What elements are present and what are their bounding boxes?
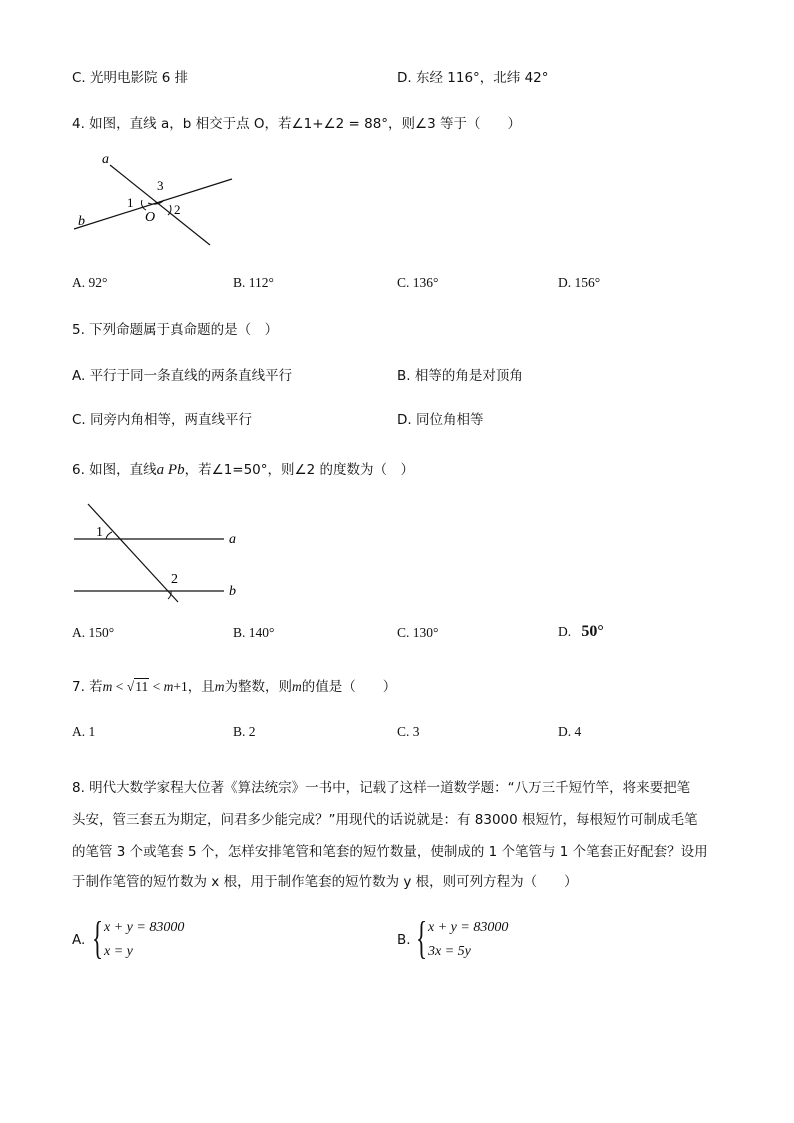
q7-stem-mid: ，且 (187, 679, 215, 695)
label-O: O (145, 210, 156, 225)
q7-stem (72, 675, 396, 695)
q8-line-4: 于制作笔管的短竹数为 x 根，用于制作笔套的短竹数为 y 根，则可列方程为（ ） (72, 874, 578, 890)
q8-option-b-brace: { (416, 912, 428, 963)
q3-option-d: D. 东经 116°，北纬 42° (397, 70, 549, 86)
q6-option-d (558, 623, 604, 641)
q7-option-c: C. 3 (397, 724, 420, 739)
q8-option-b-system (428, 916, 508, 964)
less-than: < (112, 679, 127, 694)
q8-option-b-eq1: x + y = 83000 (428, 920, 509, 935)
q6-stem-rel: a Pb (156, 462, 185, 478)
q7-option-d: D. 4 (558, 724, 582, 739)
transversal (88, 504, 178, 602)
q6-figure (68, 498, 248, 608)
var-m: m (102, 679, 113, 694)
angle1-arc (141, 200, 146, 210)
q8-option-a-brace: { (92, 912, 104, 963)
label-b: b (229, 584, 236, 599)
q6-stem (72, 458, 414, 479)
q4-option-b: B. 112° (233, 275, 274, 290)
q6-option-b: B. 140° (233, 625, 275, 640)
q7-stem-post: 的值是（ ） (301, 679, 397, 695)
q4-figure (60, 145, 250, 255)
q7-stem-pre: 7. 若 (72, 679, 103, 695)
q5-stem: 5. 下列命题属于真命题的是（ ） (72, 322, 279, 338)
q4-option-c: C. 136° (397, 275, 439, 290)
var-m: m (291, 679, 302, 694)
q4-stem: 4. 如图，直线 a，b 相交于点 O，若∠1+∠2 = 88°，则∠3 等于（ ） (72, 116, 522, 132)
q7-option-a: A. 1 (72, 724, 96, 739)
label-3: 3 (157, 178, 164, 193)
q8-line-3: 的笔管 3 个或笔套 5 个，怎样安排笔管和笔套的短竹数量，使制成的 1 个笔管与 1 个笔套正好配套？设用 (72, 844, 708, 860)
label-2: 2 (174, 202, 181, 217)
line-a (110, 165, 210, 245)
q4-option-d: D. 156° (558, 275, 601, 290)
q6-option-c: C. 130° (397, 625, 439, 640)
angle1-arc (106, 532, 112, 539)
q3-option-c: C. 光明电影院 6 排 (72, 70, 189, 86)
q6-option-d-value: 50° (581, 623, 604, 640)
q5-option-d: D. 同位角相等 (397, 412, 484, 428)
sqrt-radicand: 11 (135, 679, 149, 694)
q8-option-a-eq1: x + y = 83000 (104, 920, 185, 935)
q8-option-a-label: A. (72, 932, 86, 948)
label-a: a (102, 152, 109, 167)
q8-option-b-label: B. (397, 932, 411, 948)
q7-option-b: B. 2 (233, 724, 256, 739)
plus-one: +1 (173, 679, 188, 694)
var-m: m (214, 679, 225, 694)
q4-option-a: A. 92° (72, 275, 108, 290)
q8-line-1: 8. 明代大数学家程大位著《算法统宗》一书中，记载了这样一道数学题：“八万三千短竹竿，将来要把笔 (72, 780, 691, 796)
q6-stem-post: ，若∠1=50°，则∠2 的度数为（ ） (184, 462, 415, 478)
var-m: m (163, 679, 174, 694)
q6-option-d-prefix: D. (558, 624, 572, 639)
label-1: 1 (96, 525, 103, 540)
less-than: < (149, 679, 164, 694)
q8-line-2: 头安，管三套五为期定，问君多少能完成？”用现代的话说就是：有 83000 根短竹，每根短竹可制成毛笔 (72, 812, 698, 828)
q7-stem-mid2: 为整数，则 (224, 679, 292, 695)
label-b: b (78, 214, 85, 229)
q6-stem-pre: 6. 如图，直线 (72, 462, 157, 478)
q8-option-a-eq2: x = y (104, 944, 133, 959)
q8-option-b-eq2: 3x = 5y (428, 944, 471, 959)
label-1: 1 (127, 195, 134, 210)
q5-option-a: A. 平行于同一条直线的两条直线平行 (72, 368, 293, 384)
label-a: a (229, 532, 236, 547)
q5-option-b: B. 相等的角是对顶角 (397, 368, 523, 384)
q5-option-c: C. 同旁内角相等，两直线平行 (72, 412, 253, 428)
q8-option-a-system (104, 916, 184, 964)
q6-option-a: A. 150° (72, 625, 115, 640)
sqrt-sign: √ (126, 679, 135, 694)
label-2: 2 (171, 572, 178, 587)
